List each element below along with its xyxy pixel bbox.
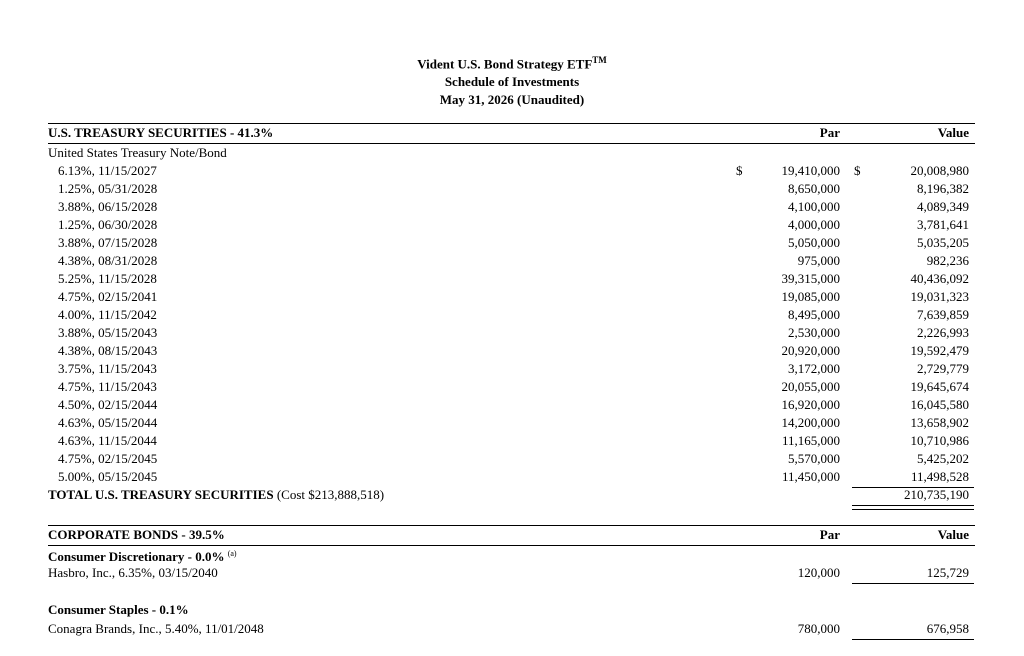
treasury-total-row xyxy=(48,486,975,504)
holding-row xyxy=(48,450,975,468)
holding-par: 4,100,000 xyxy=(788,199,840,214)
holding-name: 3.88%, 05/15/2043 xyxy=(58,325,158,340)
issuer-row xyxy=(48,144,975,162)
holding-par: 14,200,000 xyxy=(781,415,840,430)
holding-row xyxy=(48,620,975,638)
holding-name: 5.00%, 05/15/2045 xyxy=(58,469,158,484)
par-column-header: Par xyxy=(819,125,840,140)
holding-row xyxy=(48,360,975,378)
holding-par: 19,085,000 xyxy=(781,289,840,304)
value-column-header: Value xyxy=(937,527,969,542)
holding-name: 4.38%, 08/31/2028 xyxy=(58,253,158,268)
holding-row xyxy=(48,396,975,414)
holding-name: 4.38%, 08/15/2043 xyxy=(58,343,158,358)
holding-value: 2,729,779 xyxy=(917,361,969,376)
holding-name: 4.00%, 11/15/2042 xyxy=(58,307,157,322)
sector-heading: Consumer Discretionary - 0.0% $^{(a)}$ xyxy=(48,549,237,564)
holding-value: 125,729 xyxy=(926,565,969,580)
par-column-header: Par xyxy=(819,527,840,542)
total-value: 210,735,190 xyxy=(904,487,969,502)
fund-title: Vident U.S. Bond Strategy ETF™ xyxy=(417,55,607,72)
holding-par: 780,000 xyxy=(797,621,840,636)
document-header xyxy=(0,51,1024,109)
holding-par: 120,000 xyxy=(797,565,840,580)
holding-par: 16,920,000 xyxy=(781,397,840,412)
holding-par: 11,450,000 xyxy=(781,469,840,484)
holding-name: 1.25%, 06/30/2028 xyxy=(58,217,158,232)
treasury-heading: U.S. TREASURY SECURITIES - 41.3% xyxy=(48,125,274,140)
holding-name: 5.25%, 11/15/2028 xyxy=(58,271,157,286)
holding-name: 4.75%, 02/15/2041 xyxy=(58,289,158,304)
holding-value: 40,436,092 xyxy=(910,271,969,286)
holding-value: 8,196,382 xyxy=(917,181,969,196)
holding-value: 11,498,528 xyxy=(910,469,969,484)
holding-value: 20,008,980 xyxy=(910,163,969,178)
holding-row xyxy=(48,234,975,252)
holding-name: 1.25%, 05/31/2028 xyxy=(58,181,158,196)
holding-row xyxy=(48,270,975,288)
holding-par: 11,165,000 xyxy=(781,433,840,448)
holding-name: 4.75%, 11/15/2043 xyxy=(58,379,157,394)
holding-par: 39,315,000 xyxy=(781,271,840,286)
document-subtitle: Schedule of Investments xyxy=(444,74,580,90)
holding-par: 2,530,000 xyxy=(788,325,840,340)
holding-par: 19,410,000 xyxy=(781,163,840,178)
holding-name: 4.75%, 02/15/2045 xyxy=(58,451,158,466)
document-date: May 31, 2026 (Unaudited) xyxy=(439,92,585,108)
holding-par: 4,000,000 xyxy=(788,217,840,232)
value-column-header: Value xyxy=(937,125,969,140)
holding-row xyxy=(48,288,975,306)
holding-value: 5,035,205 xyxy=(917,235,969,250)
corporate-heading: CORPORATE BONDS - 39.5% xyxy=(48,527,225,542)
holding-value: 5,425,202 xyxy=(917,451,969,466)
total-label: TOTAL U.S. TREASURY SECURITIES xyxy=(48,487,274,502)
holding-name: Conagra Brands, Inc., 5.40%, 11/01/2048 xyxy=(48,621,264,636)
holding-row xyxy=(48,216,975,234)
issuer-name: United States Treasury Note/Bond xyxy=(48,145,227,160)
holding-value: 982,236 xyxy=(926,253,969,268)
holding-value: 19,031,323 xyxy=(910,289,969,304)
holding-par: 8,495,000 xyxy=(788,307,840,322)
holding-row xyxy=(48,468,975,486)
holding-name: 4.63%, 11/15/2044 xyxy=(58,433,157,448)
holding-par: 5,050,000 xyxy=(788,235,840,250)
total-cost: (Cost $213,888,518) xyxy=(276,487,385,502)
corporate-section-header xyxy=(48,526,975,544)
holding-par: 8,650,000 xyxy=(788,181,840,196)
subtotal-rule xyxy=(852,583,974,584)
holding-row xyxy=(48,432,975,450)
currency-symbol: $ xyxy=(854,163,861,178)
holding-row xyxy=(48,306,975,324)
sector-heading: Consumer Staples - 0.1% xyxy=(48,602,189,617)
holding-value: 10,710,986 xyxy=(910,433,969,448)
holding-value: 676,958 xyxy=(926,621,969,636)
treasury-section-header xyxy=(48,124,975,142)
holding-name: 4.50%, 02/15/2044 xyxy=(58,397,158,412)
trademark-mark: TM xyxy=(592,55,607,65)
holding-value: 7,639,859 xyxy=(917,307,969,322)
holding-name: 4.63%, 05/15/2044 xyxy=(58,415,158,430)
holding-name: 6.13%, 11/15/2027 xyxy=(58,163,157,178)
holding-name: 3.75%, 11/15/2043 xyxy=(58,361,157,376)
holding-row xyxy=(48,414,975,432)
holding-row xyxy=(48,198,975,216)
holding-row xyxy=(48,180,975,198)
currency-symbol: $ xyxy=(736,163,743,178)
total-double-rule xyxy=(852,505,974,510)
holding-name: 3.88%, 07/15/2028 xyxy=(58,235,158,250)
holding-par: 975,000 xyxy=(797,253,840,268)
holding-value: 16,045,580 xyxy=(910,397,969,412)
holding-name: 3.88%, 06/15/2028 xyxy=(58,199,158,214)
holding-par: 20,920,000 xyxy=(781,343,840,358)
holding-value: 2,226,993 xyxy=(917,325,969,340)
holding-row xyxy=(48,162,975,180)
holding-par: 20,055,000 xyxy=(781,379,840,394)
holding-value: 13,658,902 xyxy=(910,415,969,430)
footnote-marker: (a) xyxy=(227,549,237,558)
holding-name: Hasbro, Inc., 6.35%, 03/15/2040 xyxy=(48,565,218,580)
holding-row xyxy=(48,378,975,396)
holding-par: 3,172,000 xyxy=(788,361,840,376)
holding-value: 4,089,349 xyxy=(917,199,969,214)
holding-row xyxy=(48,342,975,360)
holding-par: 5,570,000 xyxy=(788,451,840,466)
subtotal-rule xyxy=(852,639,974,640)
holding-row xyxy=(48,252,975,270)
holding-value: 19,592,479 xyxy=(910,343,969,358)
holding-value: 3,781,641 xyxy=(917,217,969,232)
holding-value: 19,645,674 xyxy=(910,379,969,394)
holding-row xyxy=(48,564,975,582)
holding-row xyxy=(48,324,975,342)
